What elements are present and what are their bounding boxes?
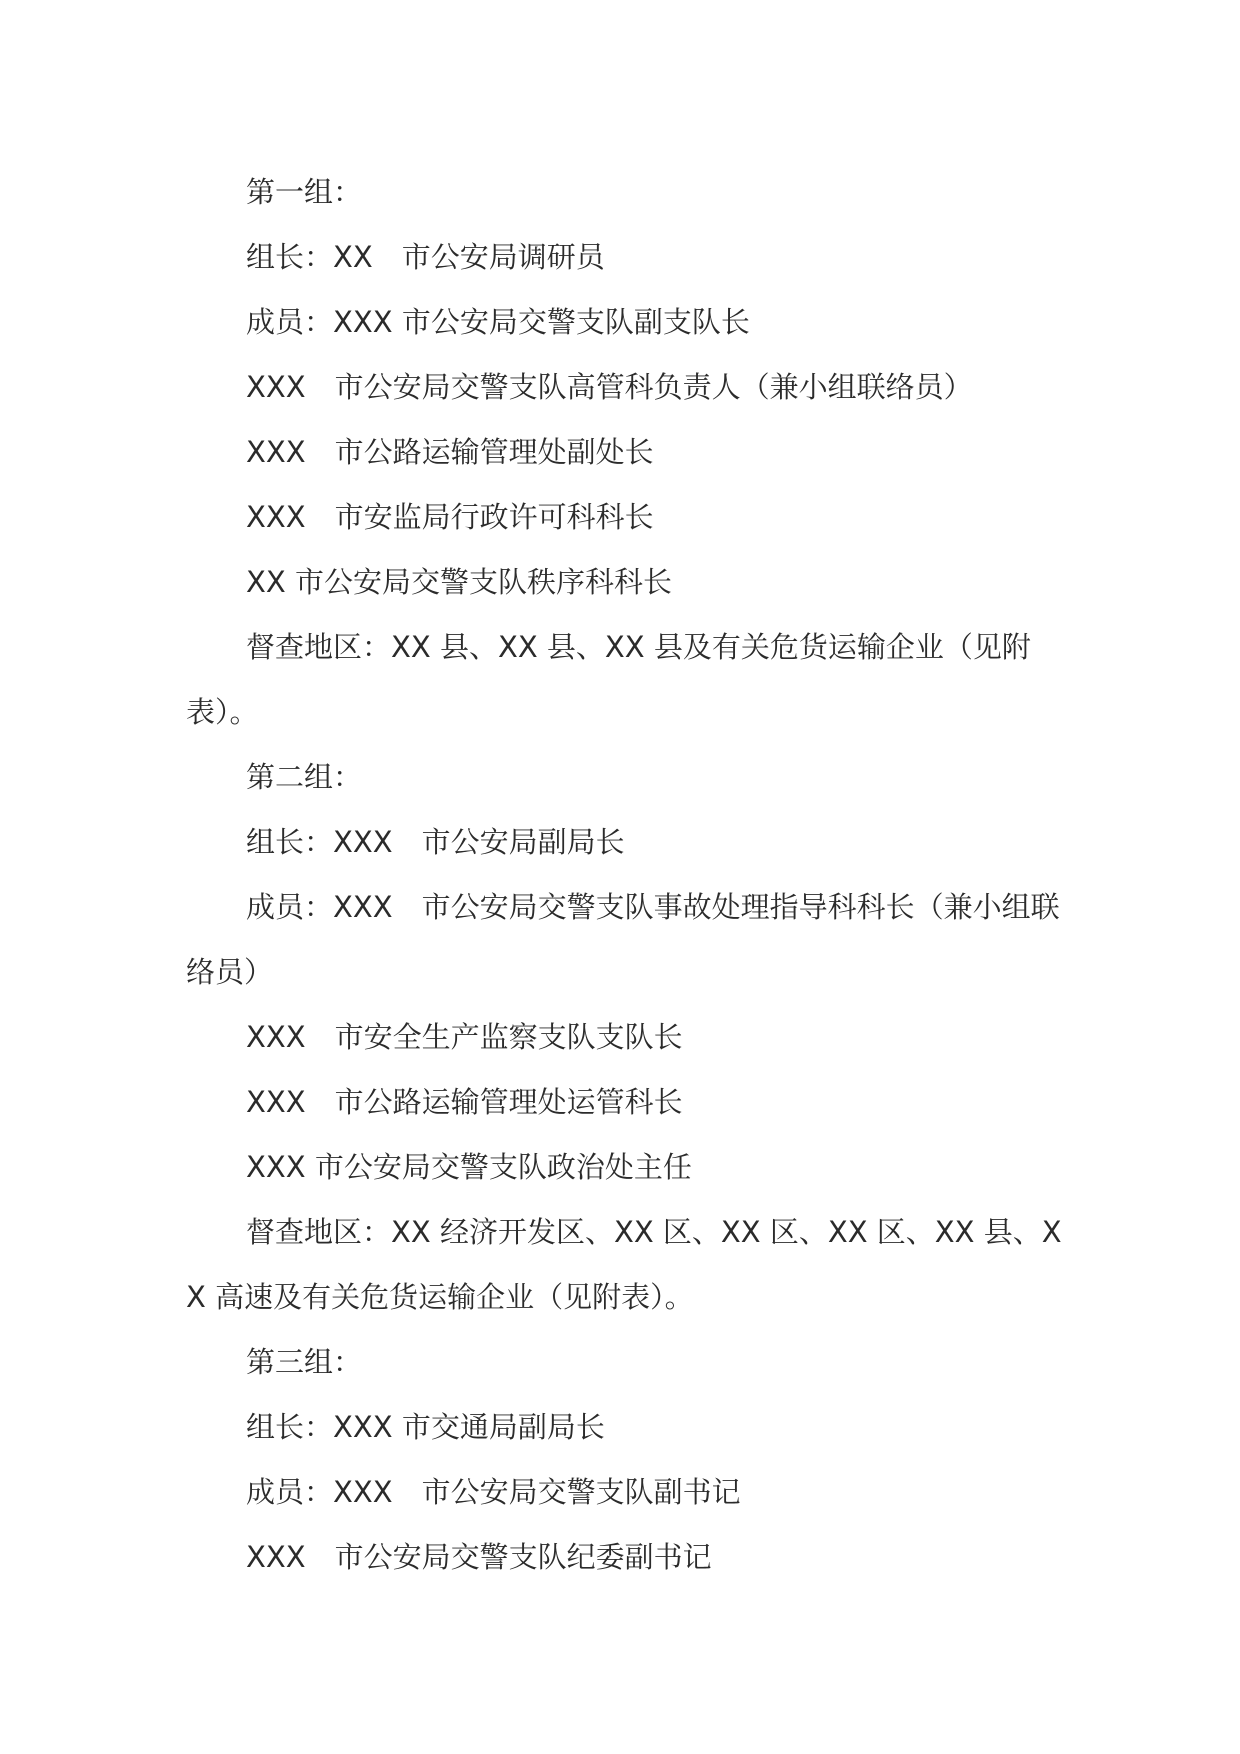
inspection-area-2: 督查地区：XX 经济开发区、XX 区、XX 区、XX 区、XX 县、XX 高速及有关危货运输企业（见附表）。 — [186, 1215, 1062, 1314]
group-member-line: 成员：XXX 市公安局交警支队事故处理指导科科长（兼小组联络员） — [186, 890, 1060, 989]
inspection-area-1: 督查地区：XX 县、XX 县、XX 县及有关危货运输企业（见附表）。 — [186, 630, 1031, 729]
group-member-line: 成员：XXX 市公安局交警支队副支队长 — [246, 305, 750, 339]
group-member-line: XXX 市安全生产监察支队支队长 — [246, 1020, 683, 1054]
document-body — [186, 160, 1066, 1590]
group-member-line: XX 市公安局交警支队秩序科科长 — [246, 565, 672, 599]
group-member-line: XXX 市公安局交警支队纪委副书记 — [246, 1540, 712, 1574]
group-heading-3: 第三组： — [246, 1345, 363, 1379]
group-leader-3: 组长：XXX 市交通局副局长 — [246, 1410, 605, 1444]
group-member-line: XXX 市公安局交警支队高管科负责人（兼小组联络员） — [246, 370, 973, 404]
group-member-line: XXX 市公路运输管理处副处长 — [246, 435, 654, 469]
group-leader-2: 组长：XXX 市公安局副局长 — [246, 825, 625, 859]
group-heading-1: 第一组： — [246, 175, 363, 209]
group-heading-2: 第二组： — [246, 760, 363, 794]
group-member-line: XXX 市安监局行政许可科科长 — [246, 500, 654, 534]
group-member-line: XXX 市公路运输管理处运管科长 — [246, 1085, 683, 1119]
group-leader-1: 组长：XX 市公安局调研员 — [246, 240, 605, 274]
group-member-line: XXX 市公安局交警支队政治处主任 — [246, 1150, 692, 1184]
group-member-line: 成员：XXX 市公安局交警支队副书记 — [246, 1475, 741, 1509]
